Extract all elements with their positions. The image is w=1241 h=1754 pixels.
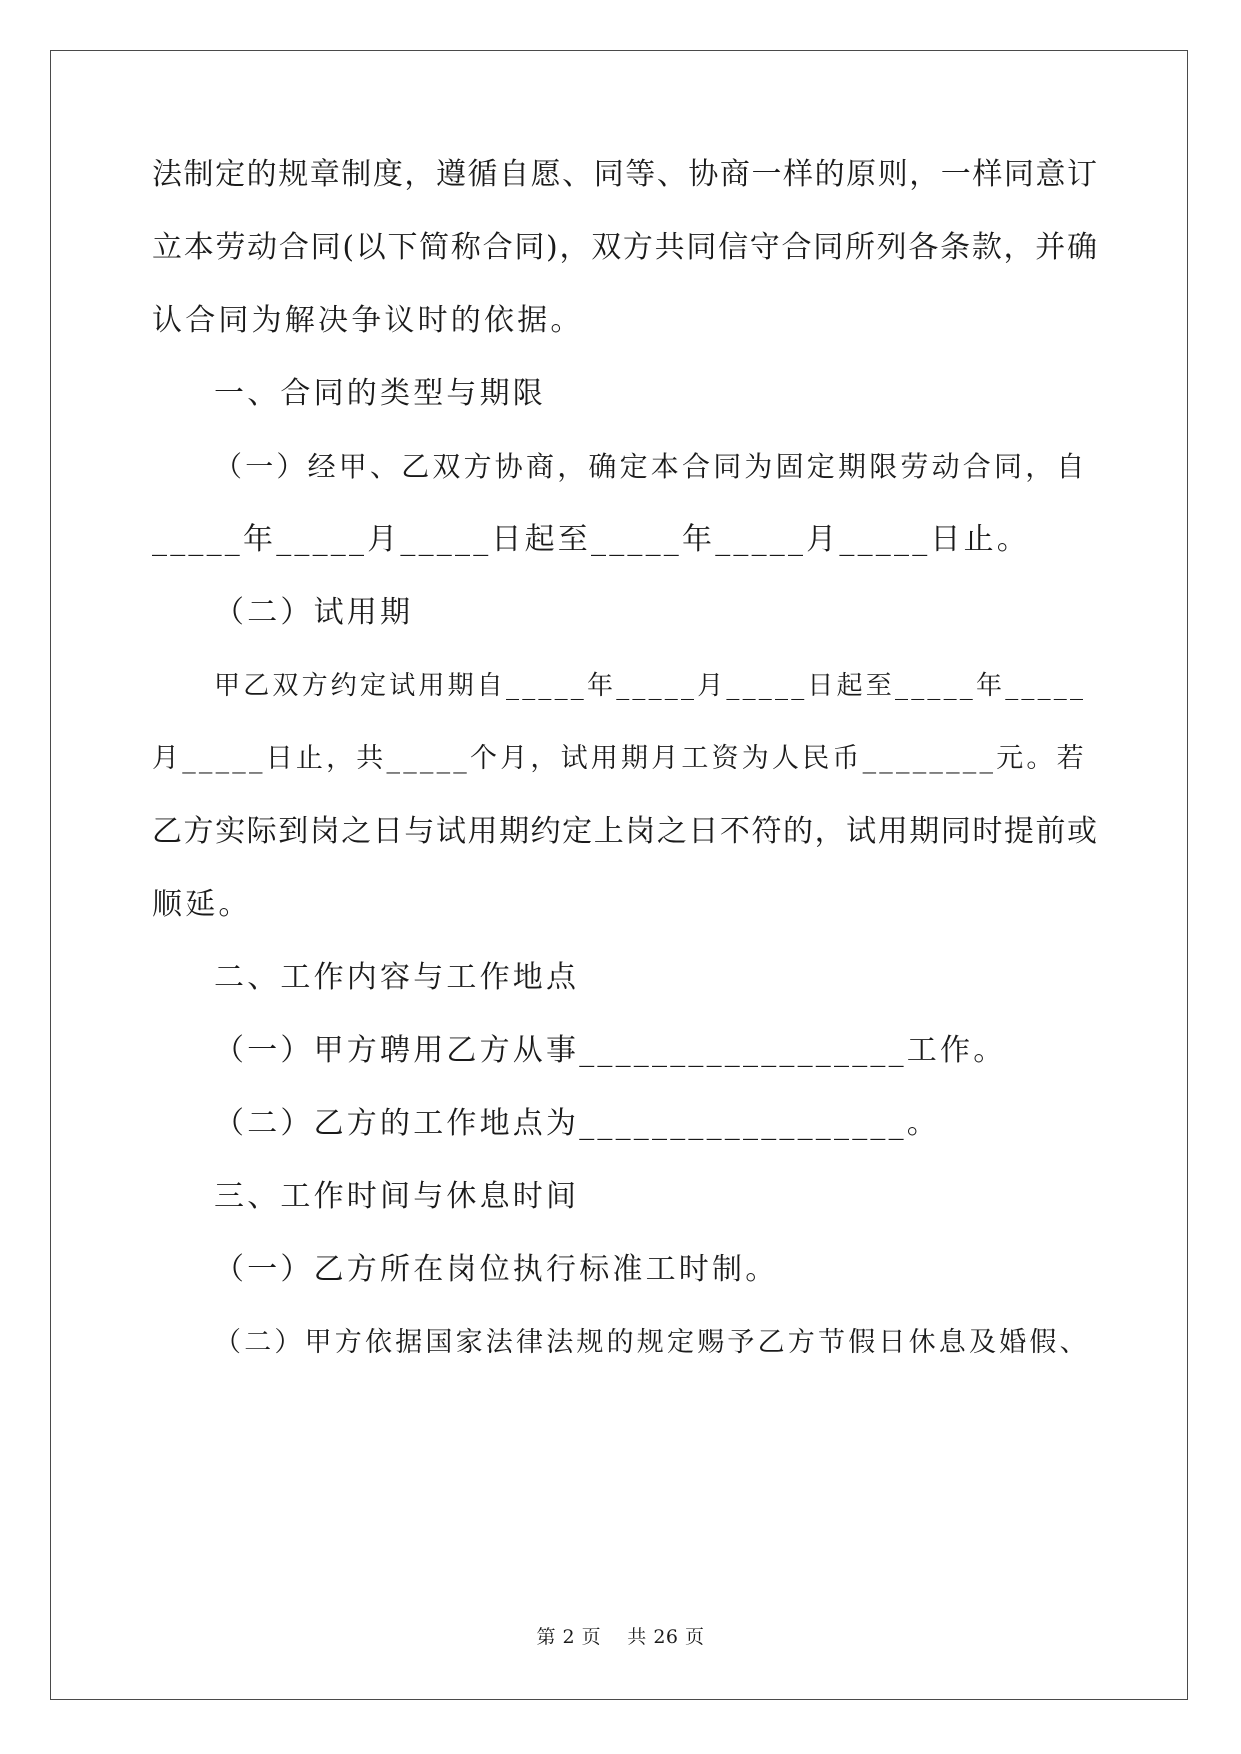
text-line: 认合同为解决争议时的依据。 [152, 303, 584, 338]
subsection-heading: （二）试用期 [214, 595, 414, 630]
text-line: （一）甲方聘用乙方从事__________________工作。 [214, 1033, 1007, 1068]
text-line: （二）乙方的工作地点为__________________。 [214, 1106, 940, 1141]
text-line: 甲乙双方约定试用期自_____年_____月_____日起至_____年_____ [214, 671, 1087, 701]
text-line: （一）乙方所在岗位执行标准工时制。 [214, 1252, 779, 1287]
text-line: （二）甲方依据国家法律法规的规定赐予乙方节假日休息及婚假、 [214, 1327, 1090, 1358]
page-number-footer: 第 2 页 共 26 页 [536, 1626, 705, 1648]
page-border [50, 50, 1188, 1700]
section-heading: 二、工作内容与工作地点 [214, 960, 580, 995]
text-line: 立本劳动合同(以下简称合同)，双方共同信守合同所列各条款，并确 [152, 230, 1097, 265]
text-line: _____年_____月_____日起至_____年_____月_____日止。 [152, 522, 1030, 557]
section-heading: 一、合同的类型与期限 [214, 376, 546, 411]
section-heading: 三、工作时间与休息时间 [214, 1179, 580, 1214]
text-line: 顺延。 [152, 887, 252, 922]
text-line: 乙方实际到岗之日与试用期约定上岗之日不符的，试用期同时提前或 [152, 814, 1097, 849]
text-line: 法制定的规章制度，遵循自愿、同等、协商一样的原则，一样同意订 [152, 157, 1097, 192]
text-line: 月_____日止，共_____个月，试用期月工资为人民币________元。若 [152, 743, 1087, 774]
text-line: （一）经甲、乙双方协商，确定本合同为固定期限劳动合同，自 [214, 450, 1088, 483]
